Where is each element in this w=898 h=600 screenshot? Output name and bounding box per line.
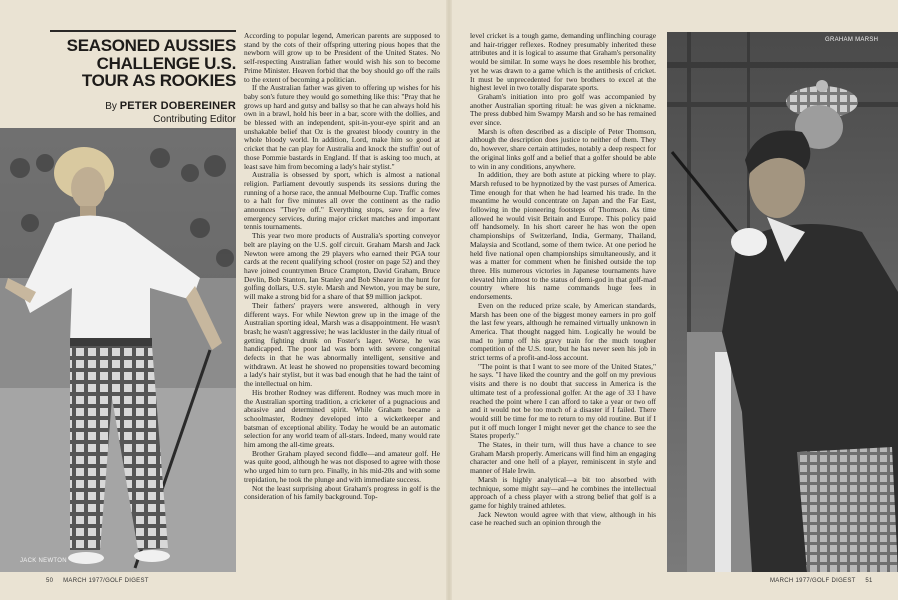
folio-left <box>46 578 149 584</box>
page-gutter <box>446 0 452 600</box>
column-2-paragraph: "The point is that I want to see more of the United States," he says. "I have liked the country and the golf on my previous visits and there is no doubt that success in America is the ultimate test of a professional golfer. At the age of 33 I have reached the point where I can afford to take a year or two off and it would not be too much of a disaster if I failed. There would still be time for me to return to my old routine. But if I put it off much longer I might never get the chance to see the States properly." <box>470 361 656 441</box>
byline-author: PETER DOBEREINER <box>119 100 236 112</box>
column-2-paragraph: In addition, they are both astute at picking where to play. Marsh refused to be hypnotized by the vast purses of America. Time enough for that when he had learned his trade. In the meantime he would concentrate on Japan and the Far East, following in the pioneering footsteps of Thomson. As time allowed he would visit Britain and Europe. This policy paid off handsomely. In his short career he has won the open championships of Switzerland, India, Germany, Thailand, Malaysia and Scotland, some of them twice. At one period he held five national open championships simultaneously, and it was a matter for comment when he finished outside the top three. His numerous victories in Japanese tournaments have elevated him almost to the status of demi-god in that golf-mad country where his name commands huge fees in endorsements. <box>470 170 656 302</box>
column-2-paragraph: Graham's initiation into pro golf was accompanied by another Australian sporting ritual: he was given a nickname. The press dubbed him Swampy Marsh and so he has remained ever since. <box>470 91 656 128</box>
column-1-paragraph: Their fathers' prayers were answered, although in very different ways. For while Newton grew up in the image of the Australian sporting ideal, Marsh was a disappointment. He wasn't brash; he wasn't aggressive; he was lackluster in the daily ritual of getting fighting drunk on Foster's lager. Worse, he was handicapped. The poor lad was born with severe congenital defects in that he was abnormally intelligent, sensitive and withdrawn. At least he showed no propensities toward becoming a lady's hair stylist, but it was bad enough that he had the taint of the intellectual on him. <box>244 300 440 389</box>
folio-right-text: MARCH 1977/GOLF DIGEST <box>770 578 856 584</box>
column-2-paragraph: Even on the reduced prize scale, by American standards, Marsh has been one of the biggest money earners in pro golf the last few years, although he remained virtually unknown in America. That thought nagged him. Logically he would be mad to jump off his gravy train for the much tougher competition of the U.S. tour, but he has never seen his job in strict terms of a profit-and-loss account. <box>470 300 656 363</box>
photo-credit-left: JACK NEWTON <box>20 558 67 564</box>
column-2-paragraph: The States, in their turn, will thus have a chance to see Graham Marsh properly. Americans will find him an engaging character and one hell of a player, reminiscent in style and manner of Hale Irwin. <box>470 440 656 476</box>
headline: SEASONED AUSSIES CHALLENGE U.S. TOUR AS ROOKIES <box>66 36 236 90</box>
article-column-1 <box>244 32 440 577</box>
page-number-right: 51 <box>865 578 873 584</box>
column-1-paragraph: Brother Graham played second fiddle—and amateur golf. He was quite good, although he was not disposed to agree with those who urged him to turn pro. Finally, in his mid-20s and with some trepidation, he took the plunge and with immediate success. <box>244 448 440 484</box>
column-1-paragraph: According to popular legend, American parents are supposed to stand by the cots of their offspring uttering pious hopes that the newborn will grow up to be President of the United States. No self-respecting Australian father would wish his son to become Prime Minister. Heaven forbid that the boy should go off the rails to the extent of becoming a politician. <box>244 32 440 84</box>
byline-role: Contributing Editor <box>153 114 236 125</box>
byline-by: By <box>105 101 117 112</box>
column-1-paragraph: Australia is obsessed by sport, which is almost a national religion. Parliament devoutly suspends its sessions during the running of a horse race, the annual Melbourne Cup. Traffic comes to a halt for five minutes all over the continent as the radio announces "They're off." Everything stops, save for a few emergency services, during major cricket matches and important tennis tournaments. <box>244 170 440 232</box>
photo-credit-right: GRAHAM MARSH <box>825 37 879 43</box>
photo-jack-newton <box>0 128 236 572</box>
photo-graham-marsh <box>667 32 898 572</box>
photo-graham-marsh-illustration <box>667 32 898 572</box>
article-column-2 <box>470 32 656 577</box>
headline-rule <box>50 30 236 32</box>
photo-jack-newton-illustration <box>0 128 236 572</box>
column-1-paragraph: His brother Rodney was different. Rodney was much more in the Australian sporting tradition, a cricketer of a pugnacious and abrasive and determined spirit. While Graham became a schoolmaster, Rodney developed into a wicketkeeper and batsman of exceptional ability. Today he would be an automatic selection for any world team of all-stars. Indeed, many would rate him among the all-time greats. <box>244 387 440 450</box>
column-1-paragraph: This year two more products of Australia's sporting conveyor belt are playing on the U.S. golf circuit. Graham Marsh and Jack Newton were among the 29 players who earned their PGA tour cards at the recent qualifying school (roster on page 52) and they have joined countrymen Bruce Crampton, David Graham, Bruce Devlin, Bob Stanton, Ian Stanley and Bob Shearer in the hunt for golfing dollars, U.S. style. Marsh and Newton, you may be sure, will make a strong bid for a share of that $9 million jackpot. <box>244 231 440 302</box>
page-number-left: 50 <box>46 578 54 584</box>
column-2-paragraph: Jack Newton would agree with that view, although in his case he reached such an opinion through the <box>470 509 656 528</box>
column-1-paragraph: If the Australian father was given to offering up wishes for his baby son's future they would go something like this: "Pray that he grows up hard and gutsy and ballsy so that he can always hold his own in a brawl, hold his beer in a bar, score with the dollies, and be blessed with an independent, spit-in-your-eye spirit and an unshakable belief that Oz is the greatest bloody country in the whole bloody world. In addition, Lord, make him so good at cricket that he can play for Australia and knock the stuffin' out of those Pommie bastards in England. If that is asking too much, at least save him from becoming a lady's hair stylist." <box>244 83 440 171</box>
column-2-paragraph: level cricket is a tough game, demanding unflinching courage and hair-trigger reflexes. Rodney presumably inherited these attributes and it is logical to assume that Graham's personality would be similar. In some ways he does resemble his brother, yet he was drawn to a game which is the antithesis of cricket. It must be unprecedented for two brothers to excel at the highest level in two totally disparate sports. <box>470 32 656 93</box>
column-2-paragraph: Marsh is highly analytical—a bit too absorbed with technique, some might say—and he combines the intellectual approach of a chess player with a strong belief that golf is a game for highly trained athletes. <box>470 474 656 510</box>
column-1-paragraph: Not the least surprising about Graham's progress in golf is the consideration of his family background. Top- <box>244 483 440 502</box>
column-2-paragraph: Marsh is often described as a disciple of Peter Thomson, although the description does justice to neither of them. They do, however, share certain attitudes, notably a deep respect for the original links golf and a belief that a golfer should be able to win in any conditions, anywhere. <box>470 126 656 171</box>
byline <box>100 100 236 126</box>
folio-left-text: MARCH 1977/GOLF DIGEST <box>63 578 149 584</box>
folio-right <box>770 578 873 584</box>
